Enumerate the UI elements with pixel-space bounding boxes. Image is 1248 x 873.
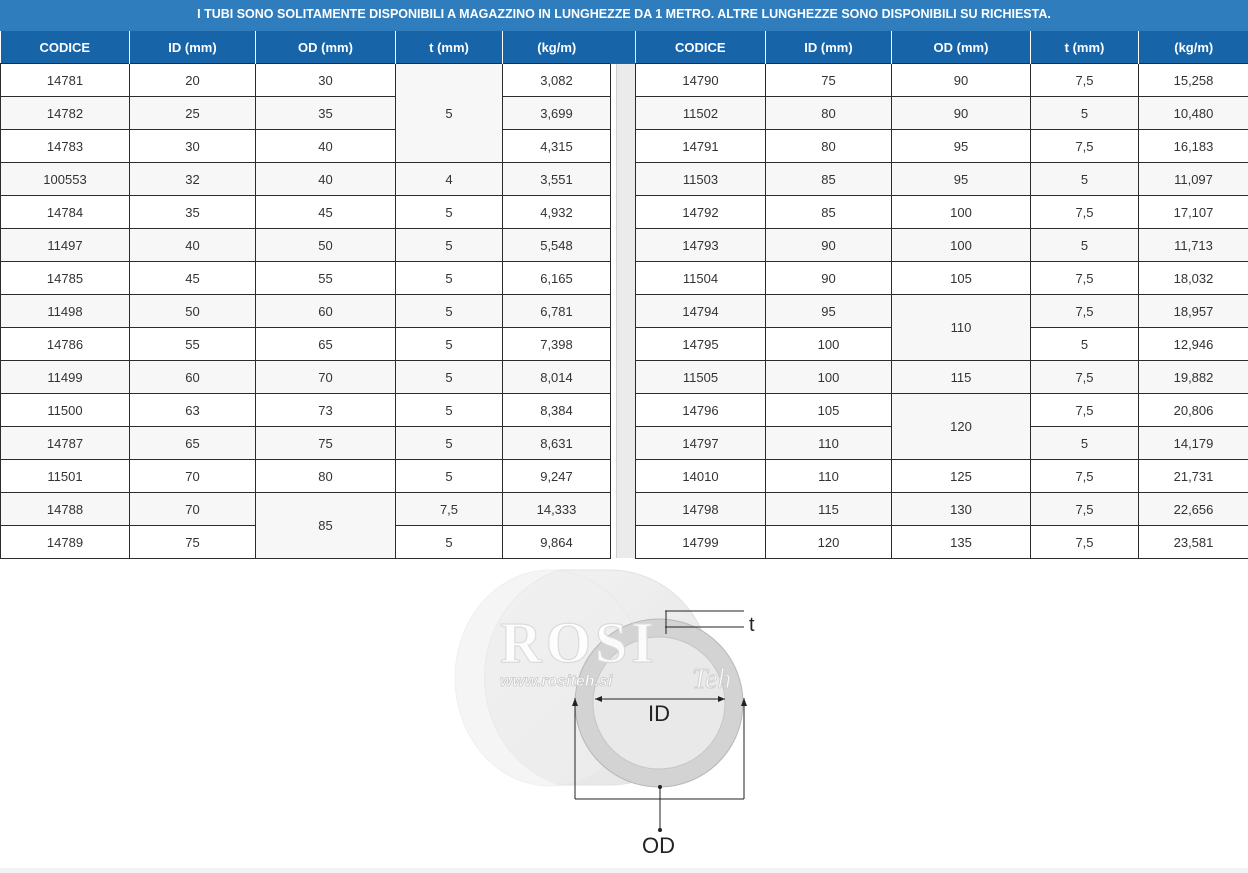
table-cell: 60 (130, 361, 256, 394)
table-cell: 14795 (636, 328, 766, 361)
table-cell: 14794 (636, 295, 766, 328)
table-cell: 115 (892, 361, 1031, 394)
table-cell: 8,384 (503, 394, 611, 427)
table-cell: 75 (130, 526, 256, 559)
table-cell: 7,5 (396, 493, 503, 526)
table-row (1, 130, 611, 163)
table-cell: 55 (130, 328, 256, 361)
od-label: OD (642, 833, 675, 858)
table-cell: 18,957 (1139, 295, 1248, 328)
col-header-id: ID (mm) (130, 31, 256, 64)
col-header-kgm: (kg/m) (503, 31, 611, 64)
table-cell: 7,5 (1031, 394, 1139, 427)
od-leader-dot-top (658, 785, 662, 789)
table-cell: 32 (130, 163, 256, 196)
table-cell: 11503 (636, 163, 766, 196)
table-cell: 5 (396, 526, 503, 559)
table-cell: 90 (892, 64, 1031, 97)
table-cell: 25 (130, 97, 256, 130)
table-cell: 5 (1031, 163, 1139, 196)
table-cell: 14796 (636, 394, 766, 427)
table-separator (616, 31, 636, 558)
table-cell: 3,551 (503, 163, 611, 196)
table-cell: 110 (892, 295, 1031, 361)
table-cell: 11504 (636, 262, 766, 295)
table-cell: 6,781 (503, 295, 611, 328)
table-row (636, 295, 1248, 328)
table-cell: 5 (1031, 229, 1139, 262)
table-cell: 110 (766, 460, 892, 493)
table-cell: 7,5 (1031, 196, 1139, 229)
table-cell: 125 (892, 460, 1031, 493)
table-cell: 7,5 (1031, 64, 1139, 97)
table-row (636, 460, 1248, 493)
table-cell: 22,656 (1139, 493, 1248, 526)
table-row (1, 361, 611, 394)
table-cell: 7,5 (1031, 526, 1139, 559)
table-cell: 14792 (636, 196, 766, 229)
table-cell: 90 (766, 262, 892, 295)
table-row (636, 64, 1248, 97)
table-cell: 95 (892, 130, 1031, 163)
table-cell: 7,5 (1031, 361, 1139, 394)
col-header-t: t (mm) (1031, 31, 1139, 64)
table-cell: 23,581 (1139, 526, 1248, 559)
table-cell: 14790 (636, 64, 766, 97)
table-cell: 19,882 (1139, 361, 1248, 394)
table-cell: 3,699 (503, 97, 611, 130)
table-cell: 7,5 (1031, 130, 1139, 163)
table-cell: 100 (892, 196, 1031, 229)
table-cell: 65 (256, 328, 396, 361)
table-cell: 12,946 (1139, 328, 1248, 361)
table-cell: 115 (766, 493, 892, 526)
table-cell: 40 (256, 163, 396, 196)
table-row (1, 97, 611, 130)
table-cell: 135 (892, 526, 1031, 559)
table-row (1, 295, 611, 328)
table-cell: 11505 (636, 361, 766, 394)
table-cell: 35 (256, 97, 396, 130)
table-cell: 120 (766, 526, 892, 559)
table-row (636, 262, 1248, 295)
table-cell: 4,932 (503, 196, 611, 229)
table-row (636, 163, 1248, 196)
table-cell: 14793 (636, 229, 766, 262)
table-cell: 14789 (1, 526, 130, 559)
table-cell: 15,258 (1139, 64, 1248, 97)
tube-diagram (440, 560, 780, 860)
table-cell: 30 (256, 64, 396, 97)
table-cell: 8,631 (503, 427, 611, 460)
table-cell: 8,014 (503, 361, 611, 394)
table-cell: 130 (892, 493, 1031, 526)
table-separator-header (610, 31, 635, 64)
table-cell: 5 (396, 64, 503, 163)
table-cell: 7,5 (1031, 295, 1139, 328)
table-cell: 11501 (1, 460, 130, 493)
table-cell: 100 (892, 229, 1031, 262)
table-cell: 30 (130, 130, 256, 163)
table-row (636, 97, 1248, 130)
table-cell: 10,480 (1139, 97, 1248, 130)
table-cell: 60 (256, 295, 396, 328)
table-row (1, 328, 611, 361)
table-cell: 75 (256, 427, 396, 460)
table-cell: 120 (892, 394, 1031, 460)
table-cell: 50 (256, 229, 396, 262)
table-cell: 4 (396, 163, 503, 196)
table-cell: 21,731 (1139, 460, 1248, 493)
table-row (636, 493, 1248, 526)
table-row (1, 394, 611, 427)
table-row (636, 361, 1248, 394)
table-cell: 110 (766, 427, 892, 460)
watermark-url: www.rositeh.si (500, 673, 613, 690)
table-cell: 5 (1031, 97, 1139, 130)
table-cell: 14782 (1, 97, 130, 130)
table-cell: 11498 (1, 295, 130, 328)
table-cell: 6,165 (503, 262, 611, 295)
table-cell: 73 (256, 394, 396, 427)
table-cell: 95 (892, 163, 1031, 196)
table-cell: 45 (256, 196, 396, 229)
table-cell: 5 (396, 361, 503, 394)
table-cell: 40 (130, 229, 256, 262)
table-cell: 5 (396, 460, 503, 493)
table-cell: 11,097 (1139, 163, 1248, 196)
table-cell: 90 (766, 229, 892, 262)
table-cell: 11499 (1, 361, 130, 394)
table-cell: 14,179 (1139, 427, 1248, 460)
table-cell: 75 (766, 64, 892, 97)
col-header-od: OD (mm) (256, 31, 396, 64)
table-cell: 9,247 (503, 460, 611, 493)
col-header-t: t (mm) (396, 31, 503, 64)
footer-strip (0, 868, 1248, 873)
t-label: t (749, 614, 755, 636)
col-header-id: ID (mm) (766, 31, 892, 64)
table-cell: 85 (256, 493, 396, 559)
table-cell: 5 (1031, 328, 1139, 361)
table-cell: 11497 (1, 229, 130, 262)
table-cell: 5 (396, 328, 503, 361)
table-cell: 95 (766, 295, 892, 328)
table-cell: 14798 (636, 493, 766, 526)
table-cell: 9,864 (503, 526, 611, 559)
table-cell: 63 (130, 394, 256, 427)
table-cell: 5 (396, 427, 503, 460)
table-cell: 80 (766, 130, 892, 163)
tube-drawing (440, 560, 780, 860)
od-leader-dot-bottom (658, 828, 662, 832)
table-cell: 14788 (1, 493, 130, 526)
table-cell: 14787 (1, 427, 130, 460)
table-cell: 14781 (1, 64, 130, 97)
table-cell: 5,548 (503, 229, 611, 262)
table-cell: 4,315 (503, 130, 611, 163)
table-row (1, 163, 611, 196)
table-cell: 70 (130, 493, 256, 526)
table-cell: 35 (130, 196, 256, 229)
table-cell: 20,806 (1139, 394, 1248, 427)
col-header-codice: CODICE (1, 31, 130, 64)
table-row (1, 64, 611, 97)
table-row (1, 460, 611, 493)
table-cell: 85 (766, 196, 892, 229)
table-cell: 14,333 (503, 493, 611, 526)
table-row (1, 262, 611, 295)
table-cell: 40 (256, 130, 396, 163)
table-cell: 7,5 (1031, 262, 1139, 295)
table-cell: 20 (130, 64, 256, 97)
table-row (636, 196, 1248, 229)
col-header-od: OD (mm) (892, 31, 1031, 64)
table-cell: 16,183 (1139, 130, 1248, 163)
table-cell: 14784 (1, 196, 130, 229)
col-header-kgm: (kg/m) (1139, 31, 1248, 64)
table-cell: 80 (256, 460, 396, 493)
table-row (1, 427, 611, 460)
table-cell: 5 (396, 262, 503, 295)
id-label: ID (648, 701, 670, 726)
table-row (1, 493, 611, 526)
table-cell: 5 (396, 229, 503, 262)
product-table-left (0, 31, 611, 559)
table-cell: 5 (396, 394, 503, 427)
table-cell: 14786 (1, 328, 130, 361)
table-row (636, 130, 1248, 163)
table-cell: 5 (396, 295, 503, 328)
table-cell: 7,398 (503, 328, 611, 361)
table-cell: 5 (396, 196, 503, 229)
table-row (1, 196, 611, 229)
table-cell: 7,5 (1031, 493, 1139, 526)
table-cell: 100553 (1, 163, 130, 196)
table-cell: 85 (766, 163, 892, 196)
table-cell: 11502 (636, 97, 766, 130)
product-table-right (635, 31, 1248, 559)
table-cell: 14783 (1, 130, 130, 163)
table-cell: 11500 (1, 394, 130, 427)
table-cell: 70 (256, 361, 396, 394)
table-cell: 50 (130, 295, 256, 328)
watermark-logo: ROSI (500, 610, 658, 675)
table-cell: 55 (256, 262, 396, 295)
table-cell: 65 (130, 427, 256, 460)
table-row (636, 526, 1248, 559)
table-row (636, 394, 1248, 427)
table-cell: 80 (766, 97, 892, 130)
table-cell: 100 (766, 361, 892, 394)
table-cell: 5 (1031, 427, 1139, 460)
table-cell: 90 (892, 97, 1031, 130)
col-header-codice: CODICE (636, 31, 766, 64)
watermark-logo-teh: Teh (692, 664, 732, 695)
table-cell: 14785 (1, 262, 130, 295)
table-cell: 17,107 (1139, 196, 1248, 229)
table-cell: 14791 (636, 130, 766, 163)
table-row (636, 229, 1248, 262)
table-cell: 105 (766, 394, 892, 427)
table-cell: 7,5 (1031, 460, 1139, 493)
table-cell: 18,032 (1139, 262, 1248, 295)
table-cell: 14797 (636, 427, 766, 460)
availability-banner: I TUBI SONO SOLITAMENTE DISPONIBILI A MAGAZZINO IN LUNGHEZZE DA 1 METRO. ALTRE LUNGHEZZE SONO DISPONIBILI SU RICHIESTA. (0, 0, 1248, 31)
table-cell: 3,082 (503, 64, 611, 97)
table-cell: 11,713 (1139, 229, 1248, 262)
table-cell: 105 (892, 262, 1031, 295)
table-cell: 14799 (636, 526, 766, 559)
table-cell: 45 (130, 262, 256, 295)
table-cell: 70 (130, 460, 256, 493)
table-cell: 14010 (636, 460, 766, 493)
table-row (1, 229, 611, 262)
table-cell: 100 (766, 328, 892, 361)
